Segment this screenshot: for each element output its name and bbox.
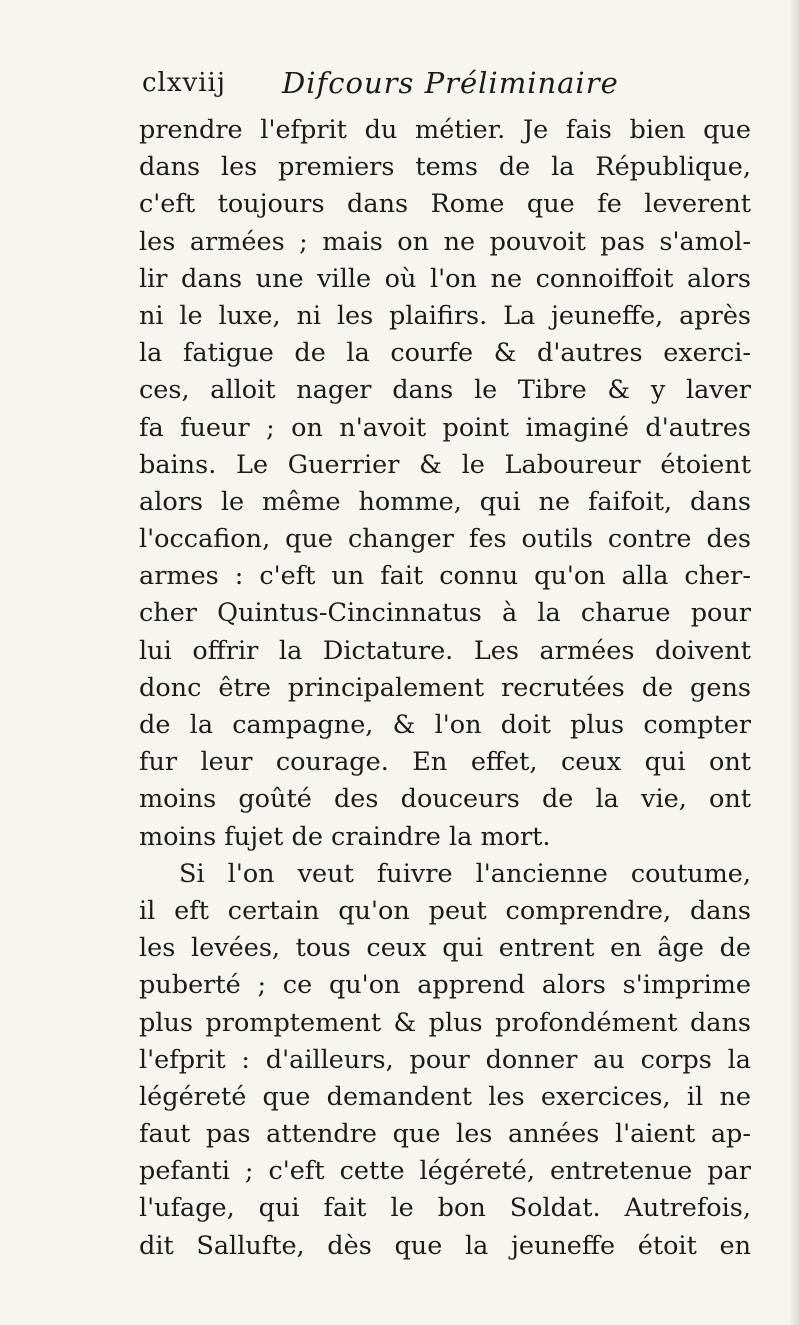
text-line: ces, alloit nager dans le Tibre & y laver	[139, 375, 751, 406]
text-line: les armées ; mais on ne pouvoit pas s'amol-	[139, 226, 751, 257]
text-body	[139, 112, 751, 1265]
text-line: de la campagne, & l'on doit plus compter	[139, 710, 751, 740]
text-line: Si l'on veut fuivre l'ancienne coutume,	[179, 858, 751, 889]
page-edge	[790, 0, 800, 1325]
text-line: armes : c'eft un fait connu qu'on alla cher-	[139, 561, 751, 592]
text-line: légéreté que demandent les exercices, il ne	[139, 1081, 751, 1112]
text-line: c'eft toujours dans Rome que fe leverent	[139, 189, 751, 220]
text-line: fa fueur ; on n'avoit point imaginé d'autres	[139, 412, 751, 443]
text-line: lui offrir la Dictature. Les armées doivent	[139, 635, 751, 666]
page-number: clxviij	[142, 68, 226, 98]
text-line: faut pas attendre que les années l'aient ap-	[139, 1119, 751, 1150]
text-line: pefanti ; c'eft cette légéreté, entretenue par	[139, 1156, 751, 1187]
text-line: lir dans une ville où l'on ne connoiffoit alors	[139, 263, 751, 294]
text-line: alors le même homme, qui ne faifoit, dans	[139, 486, 751, 517]
text-line: les levées, tous ceux qui entrent en âge de	[139, 933, 751, 964]
text-line: la fatigue de la courfe & d'autres exerci-	[139, 338, 751, 369]
text-line: il eft certain qu'on peut comprendre, dans	[139, 895, 751, 926]
text-line: dit Sallufte, dès que la jeuneffe étoit en	[139, 1230, 751, 1261]
text-line: prendre l'efprit du métier. Je fais bien que	[139, 115, 751, 145]
text-line: bains. Le Guerrier & le Laboureur étoient	[139, 449, 751, 480]
page-header	[142, 68, 682, 108]
text-line: cher Quintus-Cincinnatus à la charue pour	[139, 598, 751, 629]
text-line: l'occafion, que changer fes outils contre des	[139, 524, 751, 555]
text-line: puberté ; ce qu'on apprend alors s'imprime	[139, 970, 751, 1001]
text-line: donc être principalement recrutées de gens	[139, 672, 751, 703]
text-line: fur leur courage. En effet, ceux qui ont	[139, 747, 751, 778]
text-line: ni le luxe, ni les plaifirs. La jeuneffe, après	[139, 300, 751, 331]
text-line: plus promptement & plus profondément dans	[139, 1007, 751, 1038]
text-line: l'efprit : d'ailleurs, pour donner au corps la	[139, 1044, 751, 1075]
text-line: moins goûté des douceurs de la vie, ont	[139, 784, 751, 815]
text-line: l'ufage, qui fait le bon Soldat. Autrefois,	[139, 1193, 751, 1224]
text-line: dans les premiers tems de la République,	[139, 152, 751, 183]
running-title: Difcours Préliminaire	[282, 66, 619, 100]
text-line: moins fujet de craindre la mort.	[139, 821, 551, 852]
